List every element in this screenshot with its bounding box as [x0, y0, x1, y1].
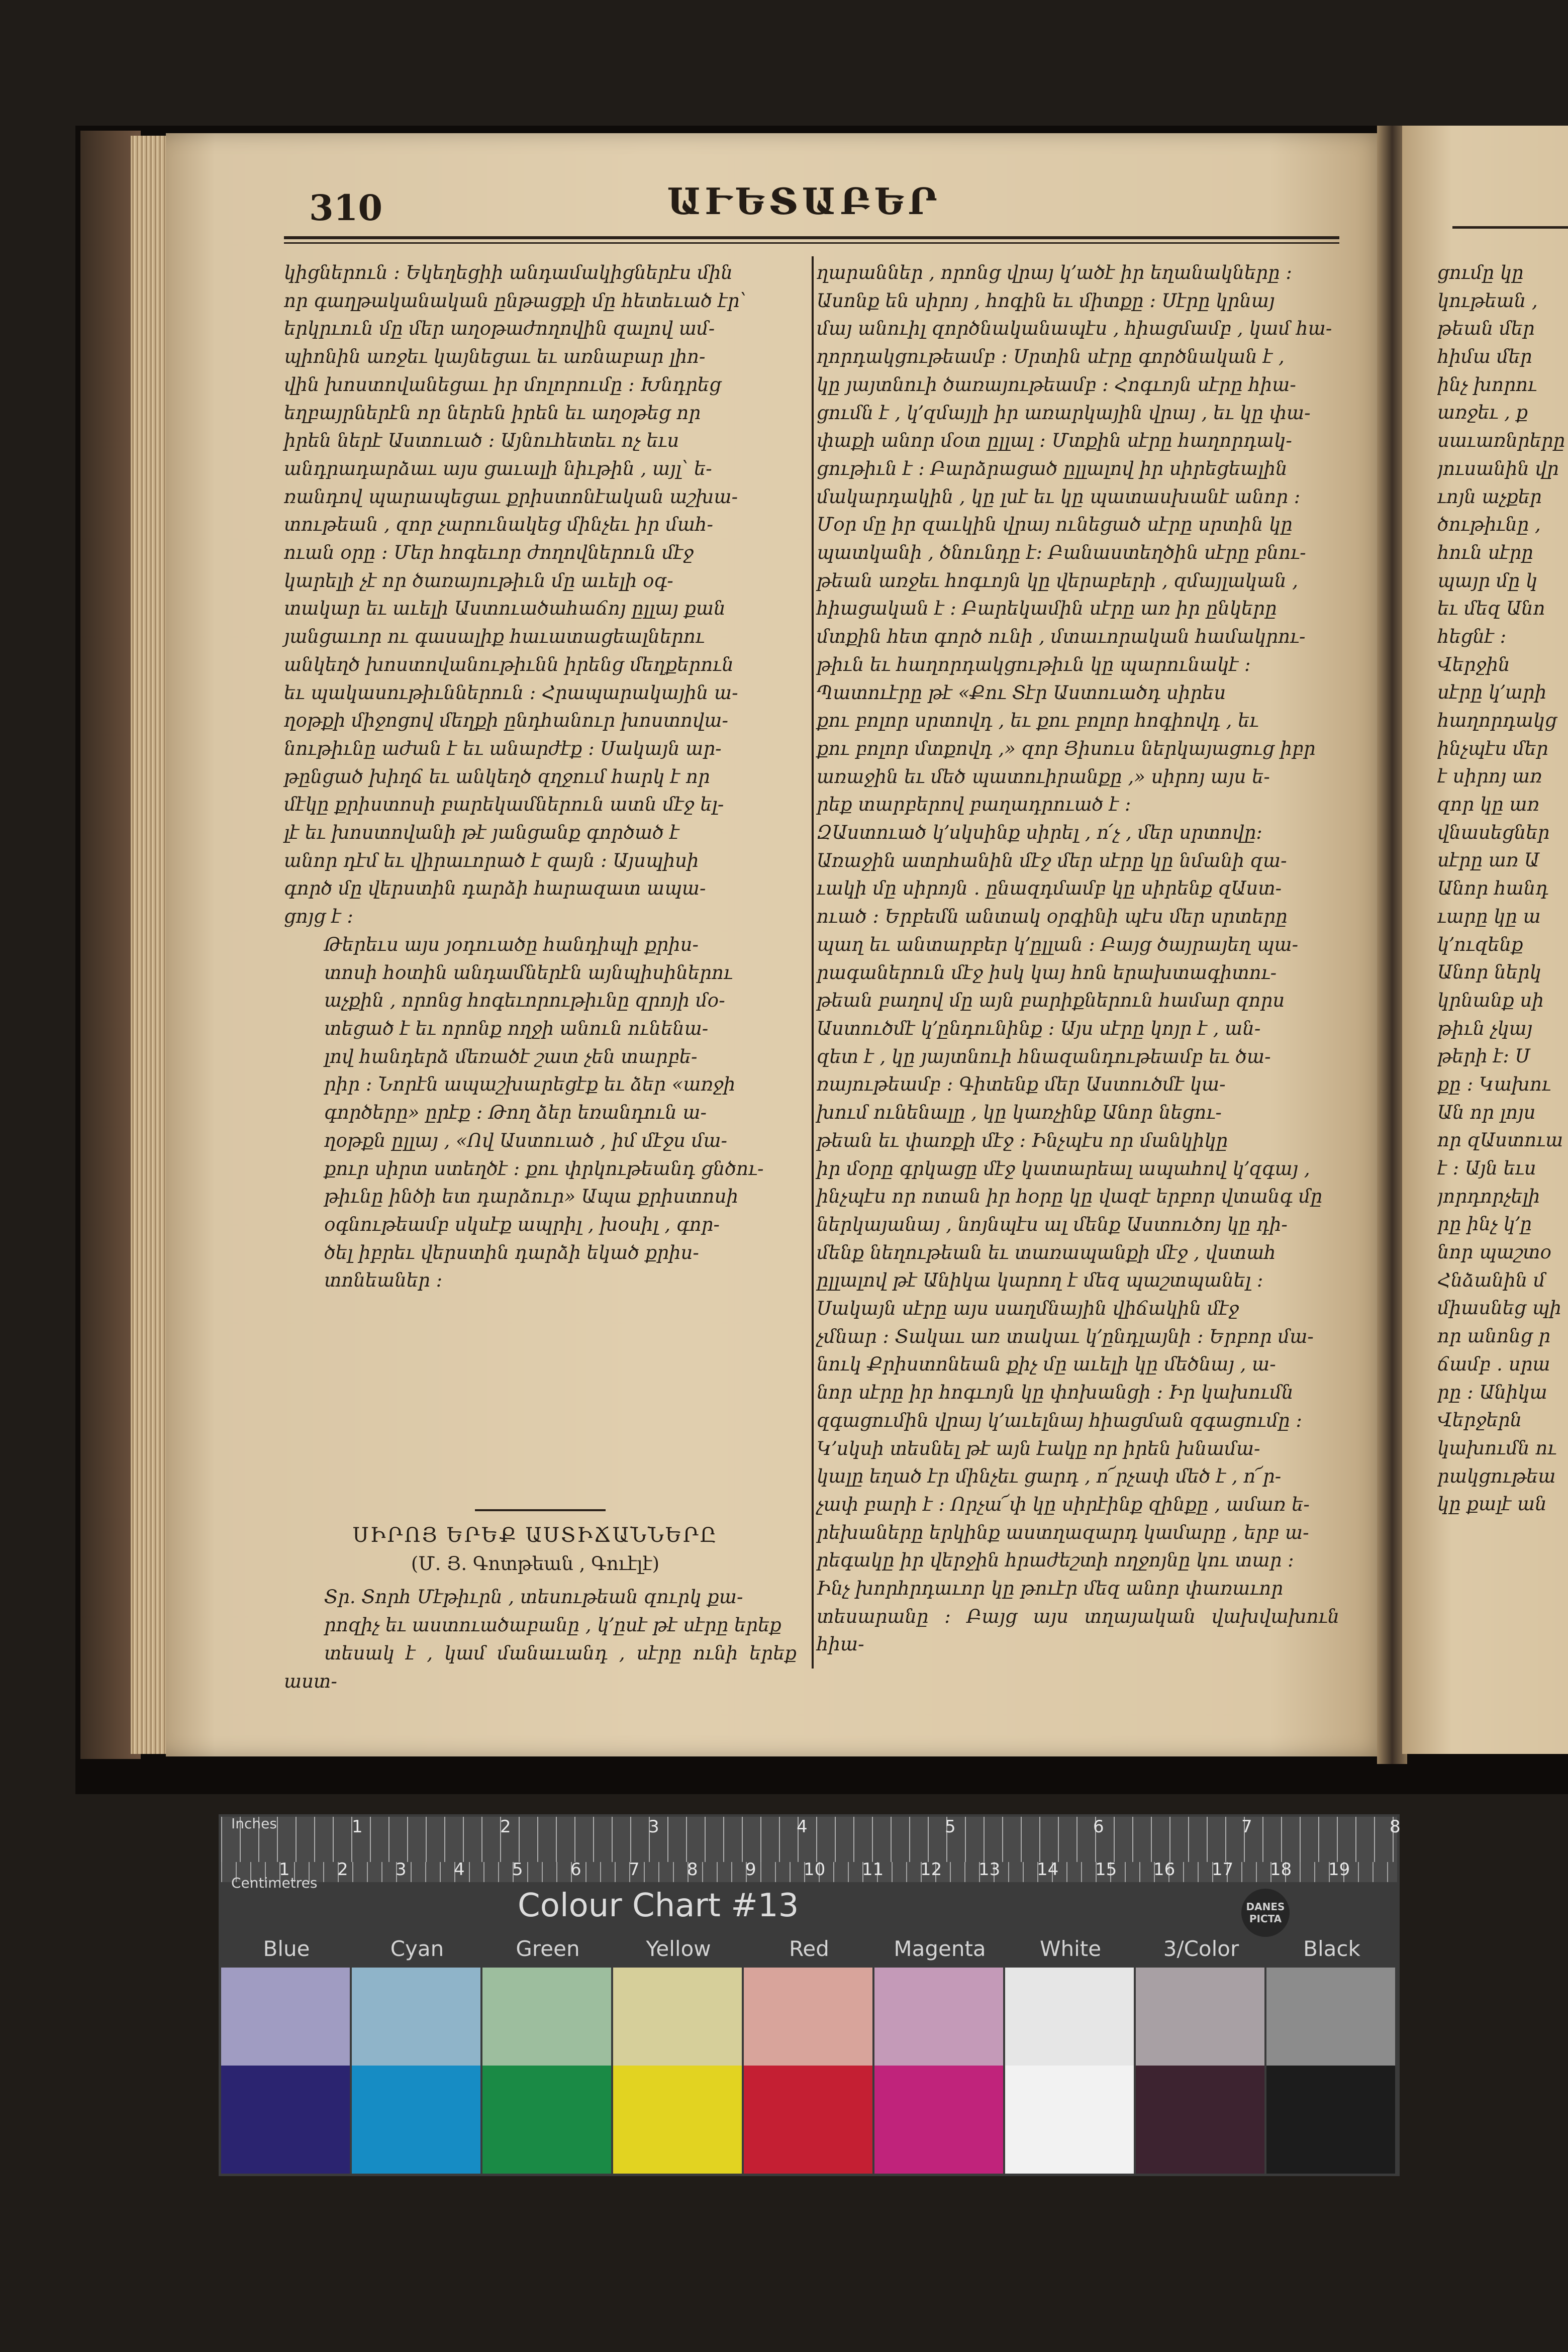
- swatch-tint: [1005, 1968, 1134, 2066]
- text-line: ղօթքն ըլլայ , «Ով Աստուած , իմ մէջս մա-: [324, 1129, 728, 1151]
- text-line: քուր սիրտ ստեղծէ ։ քու փրկութեանդ ցնծու-: [324, 1157, 764, 1180]
- swatch-label: Red: [789, 1936, 829, 1961]
- text-line: Վերջերն: [1437, 1409, 1522, 1431]
- text-line: Սակայն սէրը այս սաղմնային վիճակին մէջ: [817, 1298, 1239, 1320]
- cm-tick-label: 2: [337, 1859, 348, 1880]
- text-line: զգացումին վրայ կ՚աւելնայ հիացման զգացումը ։: [817, 1409, 1303, 1431]
- text-line: առջեւ , ք: [1437, 402, 1528, 424]
- inch-tick-label: 7: [1241, 1817, 1252, 1837]
- text-line: Ասոնք են սիրոյ , հոգին եւ միտքը ։ Սէրը կրնայ: [817, 289, 1275, 312]
- text-line: Անոր հանդ: [1437, 877, 1548, 900]
- text-line: միասնեց պի: [1437, 1297, 1561, 1319]
- text-line: անդրադարձաւ այս ցաւալի նիւթին , այլ՝ ե-: [284, 457, 712, 479]
- text-line: ցումն է , կ՚զմայլի իր առարկային վրայ , եւ կը փա-: [817, 402, 1311, 424]
- text-line: զոր կը առ: [1437, 794, 1539, 816]
- text-line: սէրը առ Ա: [1437, 849, 1539, 871]
- text-line: անկեղծ խոստովանութիւնն իրենց մեղքերուն: [284, 653, 734, 675]
- swatch-label: Green: [516, 1936, 580, 1961]
- swatch-tint: [1136, 1968, 1264, 2066]
- swatch-tint: [352, 1968, 480, 2066]
- text-line: երկրւուն մը մեր աղօթաժողովին զալով ամ-: [284, 318, 715, 340]
- text-line: րեք տարբերով բաղադրուած է ։: [817, 794, 1131, 816]
- swatch-label: White: [1039, 1936, 1102, 1961]
- text-line: Անոր ներկ: [1437, 961, 1541, 984]
- inch-tick-label: 2: [500, 1817, 511, 1837]
- text-line: ուած ։ Երբեմն անտակ օրգինի պէս մեր սրտերը: [817, 906, 1288, 928]
- text-line: կութեան ,: [1437, 289, 1538, 312]
- cm-tick-label: 8: [687, 1859, 698, 1880]
- text-line: որ գաղթականական ընթացքի մը հետեւած էր՝: [284, 289, 746, 312]
- text-line: Տր. Տորհ Մէթիւրն , տեսութեան զուրկ քա-: [324, 1586, 743, 1608]
- inches-label: Inches: [231, 1815, 277, 1832]
- cm-tick-label: 11: [862, 1859, 884, 1880]
- text-line: է սիրոյ առ: [1437, 765, 1542, 788]
- text-line: ինչ խորու: [1437, 373, 1537, 396]
- swatch-solid: [613, 2066, 742, 2174]
- cm-tick-label: 19: [1328, 1859, 1350, 1880]
- text-line: եւ պակասութիւններուն ։ Հրապարակային ա-: [284, 681, 738, 704]
- text-line: քու բոլոր սրտովդ , եւ քու բոլոր հոգիովդ , եւ: [817, 710, 1259, 732]
- text-line: լով հանդերձ մեռածէ շատ չեն տարբե-: [324, 1045, 698, 1067]
- inch-tick-label: 3: [648, 1817, 659, 1837]
- swatch-tint: [482, 1968, 611, 2066]
- cm-tick-label: 14: [1037, 1859, 1059, 1880]
- cm-tick-label: 6: [570, 1859, 581, 1880]
- text-line: մակարդակին , կը լսէ եւ կը պատասխանէ անոր ։: [817, 485, 1301, 508]
- text-line: զետ է , կը յայտնուի հնազանդութեամբ եւ ծա-: [817, 1045, 1271, 1067]
- section-title: ՍԻՐՈՅ ԵՐԵՔ ԱՍՏԻՃԱՆՆԵՐԸ: [352, 1524, 718, 1547]
- text-line: ծութիւնը ,: [1437, 514, 1541, 536]
- text-line: կախումն ու: [1437, 1437, 1557, 1459]
- swatch-label: Blue: [263, 1936, 310, 1961]
- text-line: կարելի չէ որ ծառայութիւն մը աւելի օգ-: [284, 569, 673, 592]
- swatch-solid: [1266, 2066, 1395, 2174]
- section-subtitle: (Մ. Յ. Գոտթեան , Գուէլէ): [411, 1553, 660, 1575]
- text-line: րոզիչ եւ աստուածաբանը , կ՚ըսէ թէ սէրը երեք: [324, 1614, 781, 1636]
- text-line: Պատուէրը թէ «Քու Տէր Աստուածդ սիրես: [817, 681, 1226, 704]
- text-line: ԶԱստուած կ՚սկսինք սիրել , ո՛չ , մեր սրտովը։: [817, 822, 1262, 844]
- text-line: սէրը կ՚արի: [1437, 681, 1547, 704]
- text-line: լէ եւ խոստովանի թէ յանցանք գործած է: [284, 822, 679, 844]
- text-line: րը ։ Անիկա: [1437, 1381, 1547, 1403]
- left-paragraph-2: [284, 931, 787, 1295]
- text-line: թեան մեր: [1437, 318, 1535, 340]
- swatch-solid: [1005, 2066, 1134, 2174]
- text-line: Հնձանին մ: [1437, 1269, 1545, 1291]
- text-line: ինչպէս մեր: [1437, 737, 1548, 759]
- text-line: խում ունենալը , կը կառչինք Անոր նեցու-: [817, 1102, 1222, 1124]
- text-line: Առաջին ատրհանին մէջ մեր սէրը կը նմանի զա-: [817, 849, 1287, 871]
- text-line: ծել իբրեւ վերստին դարձի եկած քրիս-: [324, 1241, 699, 1263]
- swatch-solid: [874, 2066, 1003, 2174]
- text-line: նոր պաշտօ: [1437, 1241, 1552, 1263]
- text-line: ցումը կը: [1437, 262, 1524, 283]
- text-line: ւոյն աչքեր: [1437, 485, 1542, 508]
- text-line: ինչպէս որ ոտան իր հօրը կը վազէ երբոր վտանգ մը: [817, 1186, 1323, 1208]
- text-line: պիոնին առջեւ կայնեցաւ եւ առնաբար լիո-: [284, 346, 706, 368]
- cm-tick-label: 13: [978, 1859, 1001, 1880]
- cm-tick-label: 17: [1212, 1859, 1234, 1880]
- middle-column: [817, 259, 1339, 1658]
- text-line: տակար եւ աւելի Աստուածահաճոյ ըլլայ քան: [284, 598, 726, 620]
- text-line: րակցութեա: [1437, 1465, 1556, 1487]
- swatch-tint: [221, 1968, 350, 2066]
- text-line: ըլլալով թէ Անիկա կարող է մեզ պաշտպանել ։: [817, 1269, 1263, 1292]
- text-line: յանցաւոր ու գասալիք հաւատացեալներու: [284, 626, 705, 648]
- text-line: մտքին հետ գործ ունի , մտաւորական համակրու-: [817, 626, 1306, 648]
- swatch-solid: [482, 2066, 611, 2174]
- text-line: ռանդով պարապեցաւ քրիստոնէական աշխա-: [284, 485, 738, 508]
- left-paragraph-1: [284, 259, 787, 931]
- text-line: նոր սէրը իր հոգւոյն կը փոխանցի ։ Իր կախումն: [817, 1382, 1294, 1404]
- text-line: ուան օրը ։ Մեր հոգեւոր ժողովներուն մէջ: [284, 542, 694, 564]
- colour-chart-title: Colour Chart #13: [518, 1887, 799, 1924]
- text-line: անոր դէմ եւ վիրաւորած է զայն ։ Այսպիսի: [284, 849, 699, 871]
- text-line: թեան եւ փառքի մէջ ։ Ինչպէս որ մանկիկը: [817, 1129, 1228, 1151]
- text-line: տեցած է եւ որոնք ողջի անուն ունենա-: [324, 1017, 709, 1039]
- text-line: Ան որ լոյս: [1437, 1101, 1536, 1123]
- swatch-tint: [744, 1968, 872, 2066]
- text-line: ճամբ ․ սրա: [1437, 1353, 1550, 1375]
- text-line: որ անոնց ր: [1437, 1325, 1551, 1347]
- swatch-solid: [744, 2066, 872, 2174]
- text-line: է ։ Այն եւս: [1437, 1157, 1536, 1179]
- text-line: յուսանին վր: [1437, 457, 1559, 479]
- column-divider: [812, 256, 814, 1669]
- cm-tick-label: 3: [396, 1859, 407, 1880]
- swatch-label: Cyan: [390, 1936, 444, 1961]
- text-line: թիւն չկայ: [1437, 1017, 1533, 1039]
- text-line: վին խոստովանեցաւ իր մոլորումը ։ Խնդրեց: [284, 373, 722, 396]
- text-line: ղորդակցութեամբ ։ Սրտին սէրը գործնական է ,: [817, 346, 1285, 368]
- text-line: տութեան , զոր չարունակեց մինչեւ իր մահ-: [284, 514, 713, 536]
- text-line: թեան բաղով մը այն բարիքներուն համար զորս: [817, 990, 1285, 1012]
- text-line: չափ բարի է ։ Որչա՜փ կը սիրէինք զինքը , ամառ ե-: [817, 1493, 1310, 1515]
- text-line: ւակի մը սիրոյն ․ ընազդմամբ կը սիրենք զԱստ-: [817, 877, 1282, 900]
- text-line: աչքին , որոնց հոգեւորութիւնը զրոյի մօ-: [324, 990, 725, 1012]
- swatch-label: Magenta: [894, 1936, 986, 1961]
- inch-tick-label: 4: [797, 1817, 808, 1837]
- header-rule: [284, 236, 1339, 239]
- text-line: ցոյց է ։: [284, 906, 353, 928]
- header-rule-thin: [284, 242, 1339, 244]
- text-line: րիր ։ Նորէն ապաշխարեցէք եւ ձեր «առջի: [324, 1073, 736, 1096]
- text-line: ցութիւն է ։ Բարձրացած ըլլալով իր սիրեցեալին: [817, 457, 1288, 479]
- right-page-rule: [1452, 226, 1568, 229]
- text-line: կ՚ուզենք: [1437, 933, 1523, 955]
- text-line: րագաներուն մէջ իսկ կայ հոն երախտագիտու-: [817, 961, 1277, 984]
- text-line: սաւառնրերը: [1437, 430, 1565, 452]
- text-line: թիւն եւ հաղորդակցութիւն կը պարունակէ ։: [817, 653, 1251, 675]
- text-line: ռայութեամբ ։ Գիտենք մեր Աստուծմէ կա-: [817, 1073, 1226, 1096]
- text-line: րեխաները երկինք աստղազարդ կամարը , երբ ա-: [817, 1521, 1309, 1543]
- cm-tick-label: 1: [279, 1859, 290, 1880]
- running-head: ԱՒԵՏԱԲԵՐ: [667, 180, 941, 223]
- text-line: տոսի հօտին անդամներէն այնպիսիներու: [324, 961, 733, 984]
- section-body: [284, 1583, 797, 1696]
- text-line: տեսակ է , կամ մանաւանդ , սէրը ունի երեք աստ-: [284, 1642, 797, 1692]
- inch-tick-label: 6: [1093, 1817, 1104, 1837]
- swatch-solid: [1136, 2066, 1264, 2174]
- text-line: կիցներուն ։ Եկեղեցիի անդամակիցներէս մին: [284, 262, 733, 283]
- swatch-tint: [1266, 1968, 1395, 2066]
- swatch-tint: [874, 1968, 1003, 2066]
- cm-tick-label: 10: [804, 1859, 826, 1880]
- swatch-tint: [613, 1968, 742, 2066]
- inch-tick-label: 5: [945, 1817, 956, 1837]
- right-page-column-fragment: [1437, 259, 1568, 1518]
- text-line: տեսարանը ։ Բայց այս տղայական վախվախուն հիա-: [817, 1605, 1339, 1655]
- cm-tick-label: 12: [920, 1859, 942, 1880]
- text-line: Վերջին: [1437, 653, 1510, 675]
- text-line: եւ մեզ Անո: [1437, 598, 1545, 620]
- text-line: պայր մը կ: [1437, 569, 1538, 592]
- text-line: կրնանք սի: [1437, 989, 1544, 1011]
- text-line: թերի է։ Ս: [1437, 1045, 1530, 1067]
- swatch-label: 3/Color: [1163, 1936, 1239, 1961]
- text-line: պաղ եւ անտարբեր կ՚ըլլան ։ Բայց ծայրայեղ պա-: [817, 933, 1299, 955]
- text-line: րեգակը իր վերջին հրաժեշտի ողջոյնը կու տար ։: [817, 1549, 1294, 1572]
- text-line: Աստուծմէ կ՚ընդունինք ։ Այս սէրը կոյր է , ան-: [817, 1017, 1261, 1039]
- text-line: կը յայտնուի ծառայութեամբ ։ Հոգւոյն սէրը հիա-: [817, 373, 1296, 396]
- text-line: յորդորչելի: [1437, 1185, 1540, 1207]
- text-line: թիւնը ինծի ետ դարձուր» Ապա քրիստոսի: [324, 1186, 738, 1208]
- text-line: եղբայրներէն որ ներեն իրեն եւ աղօթեց որ: [284, 402, 701, 424]
- text-line: մէկը քրիստոսի բարեկամներուն ատն մէջ ել-: [284, 794, 724, 816]
- swatch-solid: [352, 2066, 480, 2174]
- inch-ruler: [221, 1817, 1397, 1862]
- left-column: [284, 259, 787, 1295]
- text-line: օգնութեամբ սկսէք ապրիլ , խօսիլ , գոր-: [324, 1213, 720, 1235]
- cm-tick-label: 5: [512, 1859, 523, 1880]
- cm-tick-label: 4: [454, 1859, 465, 1880]
- page-number: 310: [309, 187, 383, 229]
- text-line: քու բոլոր մտքովդ ,» զոր Յիսուս ներկայացուց իբր: [817, 737, 1316, 759]
- text-line: Կ՚սկսի տեսնել թէ այն էակը որ իրեն խնամա-: [817, 1437, 1260, 1459]
- centimetres-label: Centimetres: [231, 1875, 318, 1891]
- text-line: մենք նեղութեան եւ տառապանքի մէջ , վստահ: [817, 1241, 1276, 1263]
- text-line: փաքի անոր մօտ ըլլալ ։ Մտքին սէրը հաղորդակ-: [817, 430, 1292, 452]
- text-line: ղարաններ , որոնց վրայ կ՚ածէ իր եղանակները ։: [817, 262, 1292, 283]
- text-line: որ զԱստուա: [1437, 1129, 1563, 1151]
- text-line: մայ անուիլ զործնականապէս , հիացմամբ , կամ հա-: [817, 318, 1332, 340]
- text-line: կը քալէ ան: [1437, 1493, 1547, 1515]
- text-line: իրեն ներէ Աստուած ։ Այնուհետեւ ոչ եւս: [284, 430, 679, 452]
- text-line: Ինչ խորհրդաւոր կը թուէր մեզ անոր փառաւոր: [817, 1578, 1284, 1600]
- text-line: վնասեցներ: [1437, 821, 1550, 843]
- text-line: հիմա մեր: [1437, 346, 1532, 368]
- text-line: ղօթքի միջոցով մեղքի ընդհանուր խոստովա-: [284, 710, 728, 732]
- text-line: գործերը» ըրէք ։ Թող ձեր եռանդուն ա-: [324, 1102, 707, 1124]
- cm-tick-label: 9: [745, 1859, 756, 1880]
- text-line: հաղորդակց: [1437, 710, 1557, 731]
- text-line: կալը եղած էր մինչեւ ցարդ , ո՜րչափ մեծ է , ո՜ր-: [817, 1465, 1282, 1488]
- text-line: ներկայանայ , նոյնպէս ալ մենք Աստուծոյ կը դի-: [817, 1213, 1288, 1235]
- text-line: նութիւնը աժան է եւ անարժէք ։ Սակայն ար-: [284, 737, 722, 759]
- text-line: րը ինչ կ՚ը: [1437, 1213, 1532, 1235]
- swatch-solid: [221, 2066, 350, 2174]
- section-separator: [475, 1509, 606, 1511]
- text-line: հուն սէրը: [1437, 541, 1533, 563]
- text-line: Մօր մը իր զաւկին վրայ ունեցած սէրը սրտին կը: [817, 514, 1293, 536]
- inch-tick-label: 8: [1390, 1817, 1401, 1837]
- text-line: թեան առջեւ հոգւոյն կը վերաբերի , զմայլական ,: [817, 569, 1299, 592]
- text-line: ւարը կը ա: [1437, 905, 1541, 927]
- text-line: առաջին եւ մեծ պատուիրանքը ,» սիրոյ այս ե-: [817, 765, 1270, 788]
- cm-tick-label: 16: [1153, 1859, 1175, 1880]
- text-line: չմնար ։ Տակաւ առ տակաւ կ՚ընդլայնի ։ Երբոր մա-: [817, 1325, 1314, 1347]
- cm-tick-label: 18: [1270, 1859, 1292, 1880]
- text-line: նուկ Քրիստոնեան քիչ մը աւելի կը մեծնայ , ա-: [817, 1353, 1276, 1376]
- cm-tick-label: 15: [1095, 1859, 1117, 1880]
- text-line: հիացական է ։ Բարեկամին սէրը առ իր ընկերը: [817, 598, 1277, 620]
- swatch-label: Yellow: [646, 1936, 711, 1961]
- text-line: քը ։ Կախու: [1437, 1073, 1551, 1095]
- text-line: իր մօրը գրկացը մէջ կատարեալ ապահով կ՚զգայ ,: [817, 1157, 1310, 1180]
- text-line: պատկանի , ծնունդը է։ Բանաստեղծին սէրը բնու-: [817, 542, 1306, 564]
- text-line: Թերեւս այս յօդուածը հանդիպի քրիս-: [324, 933, 699, 955]
- danes-picta-logo: DANES PICTA: [1241, 1889, 1290, 1937]
- cm-tick-label: 7: [629, 1859, 640, 1880]
- text-line: գործ մը վերստին դարձի հարազատ ապա-: [284, 877, 706, 900]
- text-line: թընցած խիղճ եւ անկեղծ զղջում հարկ է որ: [284, 765, 710, 788]
- text-line: հեցնէ ։: [1437, 625, 1507, 647]
- text-line: տոնեաներ ։: [324, 1269, 443, 1292]
- inch-tick-label: 1: [352, 1817, 363, 1837]
- swatch-label: Black: [1303, 1936, 1360, 1961]
